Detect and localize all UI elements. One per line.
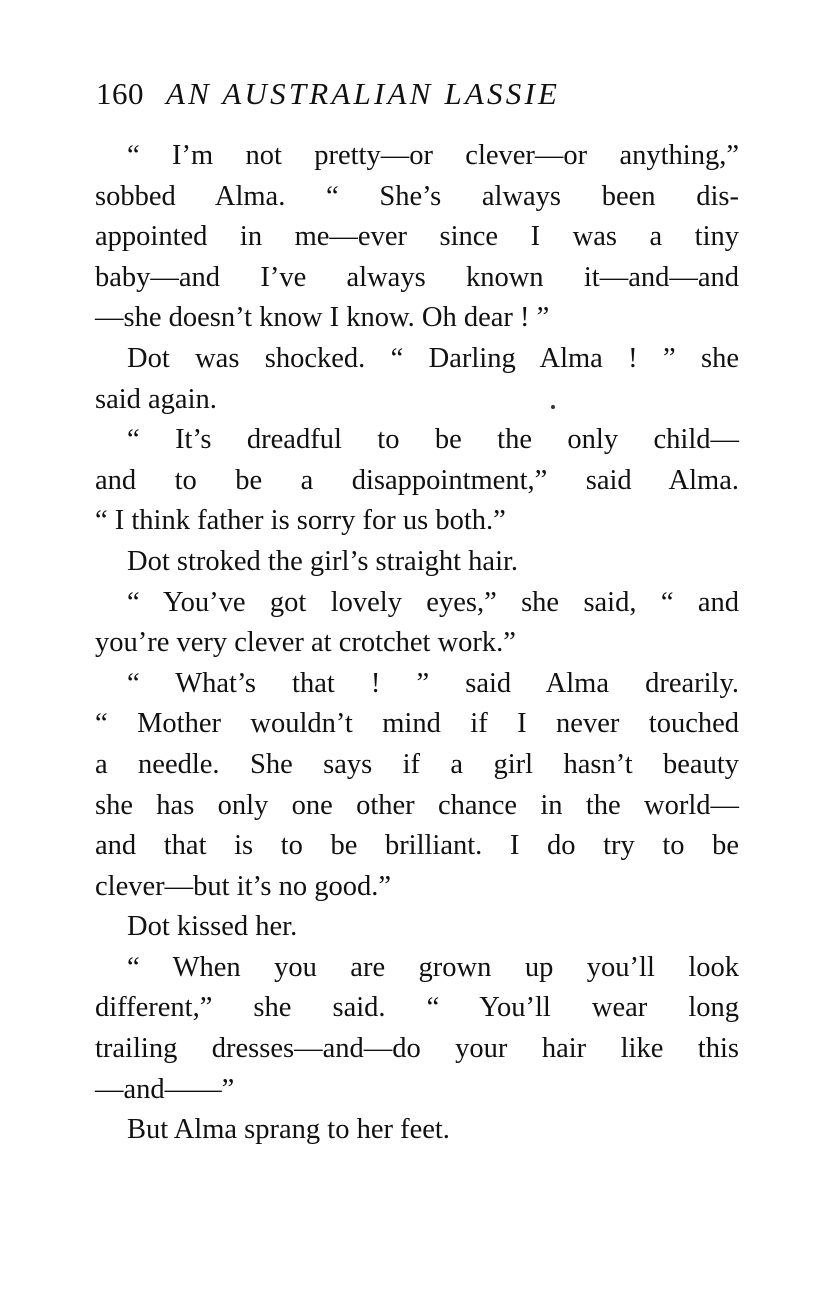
text-line: Dot kissed her. (127, 911, 298, 943)
text-line: appointed in me—ever since I was a tiny (95, 221, 739, 253)
text-line: Dot stroked the girl’s straight hair. (127, 545, 519, 577)
text-line: and to be a disappointment,” said Alma. (95, 464, 739, 496)
running-title: AN AUSTRALIAN LASSIE (166, 76, 561, 111)
text-line: different,” she said. “ You’ll wear long (95, 992, 739, 1024)
text-line: “ You’ve got lovely eyes,” she said, “ and (127, 586, 739, 618)
text-line: sobbed Alma. “ She’s always been dis- (95, 180, 739, 212)
text-line: you’re very clever at crotchet work.” (95, 627, 516, 659)
text-line: “ I think father is sorry for us both.” (95, 505, 506, 537)
text-line: “ Mother wouldn’t mind if I never touched (95, 708, 739, 740)
text-line: “ It’s dreadful to be the only child— (127, 424, 739, 456)
running-header (96, 72, 736, 116)
body-text (95, 136, 739, 1151)
text-line: a needle. She says if a girl hasn’t beauty (95, 748, 739, 780)
text-line: But Alma sprang to her feet. (127, 1114, 450, 1146)
text-line: and that is to be brilliant. I do try to be (95, 830, 739, 862)
ink-speck (551, 405, 555, 409)
text-line: she has only one other chance in the world— (95, 789, 739, 821)
text-line: —she doesn’t know I know. Oh dear ! ” (95, 302, 550, 334)
page-number: 160 (96, 76, 144, 111)
text-line: said again. (95, 383, 217, 415)
text-line: “ I’m not pretty—or clever—or anything,” (127, 140, 739, 171)
text-line: “ When you are grown up you’ll look (127, 951, 739, 983)
text-line: baby—and I’ve always known it—and—and (95, 261, 739, 293)
text-line: trailing dresses—and—do your hair like this (95, 1033, 739, 1065)
text-line: clever—but it’s no good.” (95, 870, 392, 902)
text-line: —and——” (95, 1073, 235, 1105)
text-line: “ What’s that ! ” said Alma drearily. (127, 667, 739, 699)
text-line: Dot was shocked. “ Darling Alma ! ” she (127, 342, 739, 374)
